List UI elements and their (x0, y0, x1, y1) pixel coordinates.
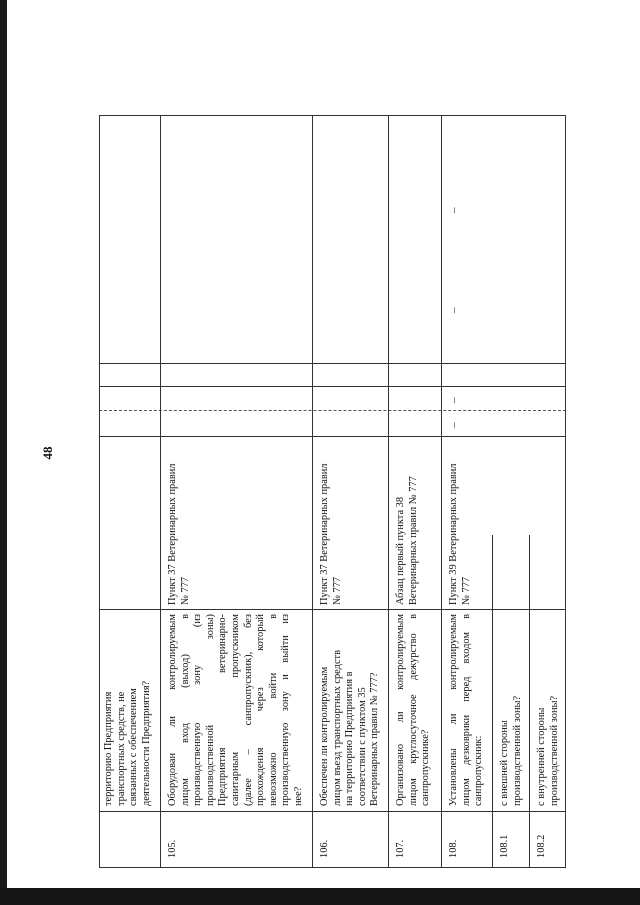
row-108-question: Установлены ли контролируемым лицом дезковрики перед входом в санпропускник: (448, 614, 485, 806)
table-border-left (99, 867, 566, 868)
row-107-number: 107. (395, 839, 406, 858)
row-108-dash-mark: – (448, 422, 460, 428)
row-108-reference: Пункт 39 Ветеринарных правил № 777 (448, 463, 472, 605)
row-105-number: 105. (167, 839, 178, 858)
row-108-1-question: с внешней стороны производственной зоны? (499, 695, 523, 806)
row-108-dash-mark: – (448, 307, 460, 313)
row-divider (441, 116, 442, 868)
row-prev-question: территорию Предприятия транспортных средств, не связанных с обеспечением деятельности Предприятия? (103, 680, 152, 806)
row-108-dash-mark: – (448, 397, 460, 403)
row-106-question: Обеспечен ли контролируемым лицом въезд транспортных средств на территорию Предприятия в соответствии с пунктом 35 Ветеринарных правил № 777? (319, 649, 381, 806)
row-107-reference: Абзац первый пункта 38 Ветеринарных правил № 777 (395, 476, 419, 605)
column-divider (99, 410, 566, 411)
scan-bottom-edge (0, 888, 640, 905)
row-divider (529, 535, 530, 868)
row-108-2-number: 108.2 (536, 834, 547, 858)
column-divider (99, 436, 566, 437)
column-divider (99, 363, 566, 364)
page-number: 48 (40, 446, 55, 460)
table-border-right (99, 115, 566, 116)
row-105-reference: Пункт 37 Ветеринарных правил № 777 (167, 463, 191, 605)
column-divider (99, 609, 566, 610)
row-divider (388, 116, 389, 868)
row-105-question: Оборудован ли контролируемым лицом вход (выход) в производственную зону (из производственной зоны) Предприятия ветеринарно- санитарным пропускником (далее – санпропускник), без прохождения через который невозможно войти в производственную зону и выйти из нее? (167, 614, 304, 806)
row-108-1-number: 108.1 (499, 834, 510, 858)
scan-edge (0, 0, 7, 905)
row-108-2-question: с внутренней стороны производственной зоны? (536, 695, 560, 806)
row-108-number: 108. (448, 839, 459, 858)
row-108-dash-mark: – (448, 207, 460, 213)
row-divider (492, 535, 493, 868)
row-106-number: 106. (319, 839, 330, 858)
checklist-table (99, 116, 566, 868)
column-divider (99, 811, 566, 812)
column-divider (99, 386, 566, 387)
table-border-top (99, 116, 100, 868)
table-border-bottom (565, 116, 566, 868)
row-106-reference: Пункт 37 Ветеринарных правил № 777 (319, 463, 343, 605)
row-divider (160, 116, 161, 868)
row-107-question: Организовано ли контролируемым лицом круглосуточное дежурство в санпропускнике? (395, 614, 432, 806)
row-divider (312, 116, 313, 868)
